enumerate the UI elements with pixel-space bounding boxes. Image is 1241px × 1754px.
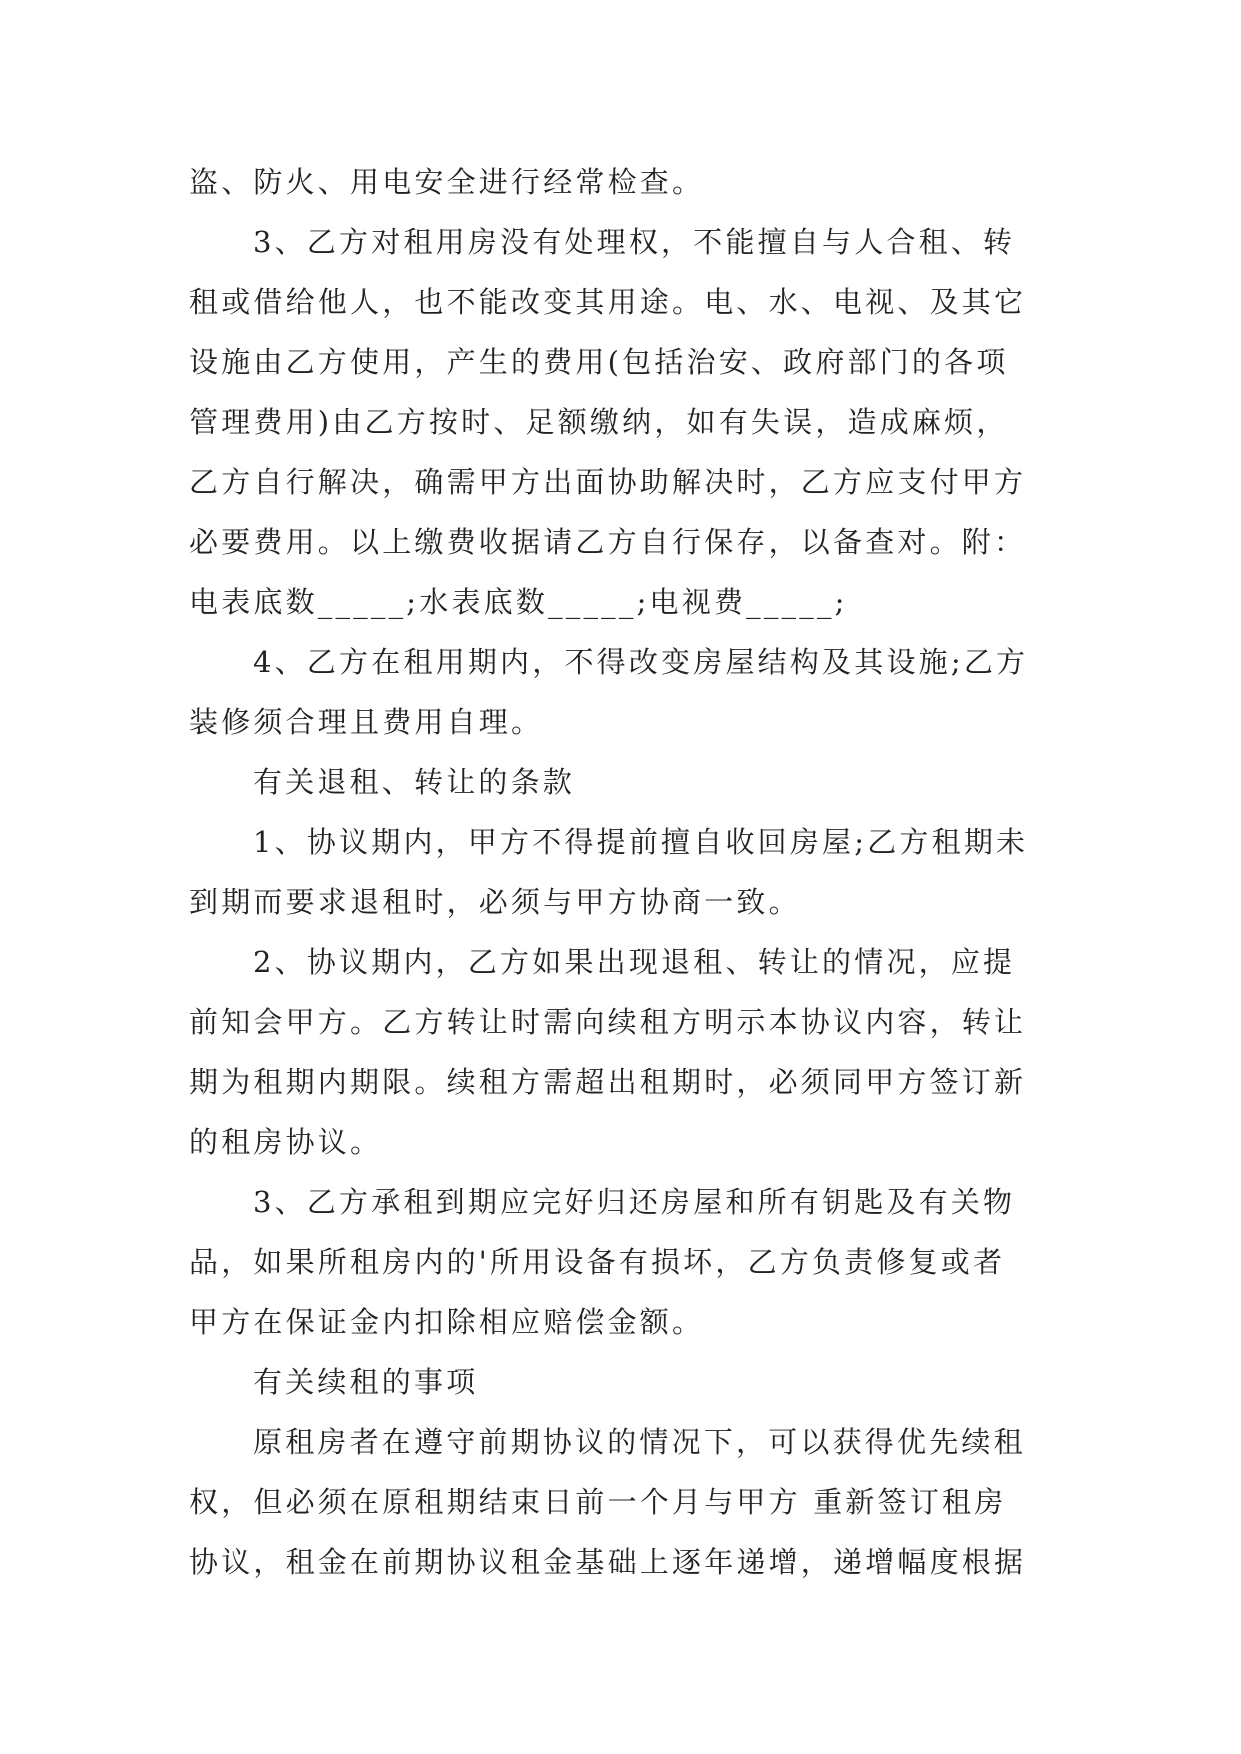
text-line: 协议，租金在前期协议租金基础上逐年递增，递增幅度根据	[189, 1545, 1027, 1579]
section-heading: 有关续租的事项	[253, 1365, 479, 1399]
text-line: 租或借给他人，也不能改变其用途。电、水、电视、及其它	[189, 285, 1027, 319]
text-line: 设施由乙方使用，产生的费用(包括治安、政府部门的各项	[189, 345, 1009, 379]
section-heading: 有关退租、转让的条款	[253, 765, 576, 799]
text-line: 的租房协议。	[189, 1125, 383, 1159]
text-line: 电表底数_____;水表底数_____;电视费_____;	[189, 585, 848, 619]
text-line: 3、乙方承租到期应完好归还房屋和所有钥匙及有关物	[253, 1185, 1016, 1219]
text-line: 盗、防火、用电安全进行经常检查。	[189, 165, 705, 199]
text-line: 到期而要求退租时，必须与甲方协商一致。	[189, 885, 801, 919]
text-line: 乙方自行解决，确需甲方出面协助解决时，乙方应支付甲方	[189, 465, 1027, 499]
text-line: 装修须合理且费用自理。	[189, 705, 544, 739]
text-line: 品，如果所租房内的'所用设备有损坏，乙方负责修复或者	[189, 1245, 1006, 1279]
document-body	[189, 152, 1055, 1592]
text-line: 原租房者在遵守前期协议的情况下，可以获得优先续租	[253, 1425, 1026, 1459]
text-line: 管理费用)由乙方按时、足额缴纳，如有失误，造成麻烦，	[189, 405, 1009, 439]
text-line: 4、乙方在租用期内，不得改变房屋结构及其设施;乙方	[253, 645, 1029, 679]
text-line: 1、协议期内，甲方不得提前擅自收回房屋;乙方租期未	[253, 825, 1029, 859]
text-line: 期为租期内期限。续租方需超出租期时，必须同甲方签订新	[189, 1065, 1027, 1099]
text-line: 2、协议期内，乙方如果出现退租、转让的情况，应提	[253, 945, 1016, 979]
text-line: 甲方在保证金内扣除相应赔偿金额。	[189, 1305, 705, 1339]
text-line: 3、乙方对租用房没有处理权，不能擅自与人合租、转	[253, 225, 1016, 259]
text-line: 权，但必须在原租期结束日前一个月与甲方 重新签订租房	[189, 1485, 1007, 1519]
text-line: 前知会甲方。乙方转让时需向续租方明示本协议内容，转让	[189, 1005, 1027, 1039]
text-line: 必要费用。以上缴费收据请乙方自行保存，以备查对。附：	[189, 525, 1027, 559]
